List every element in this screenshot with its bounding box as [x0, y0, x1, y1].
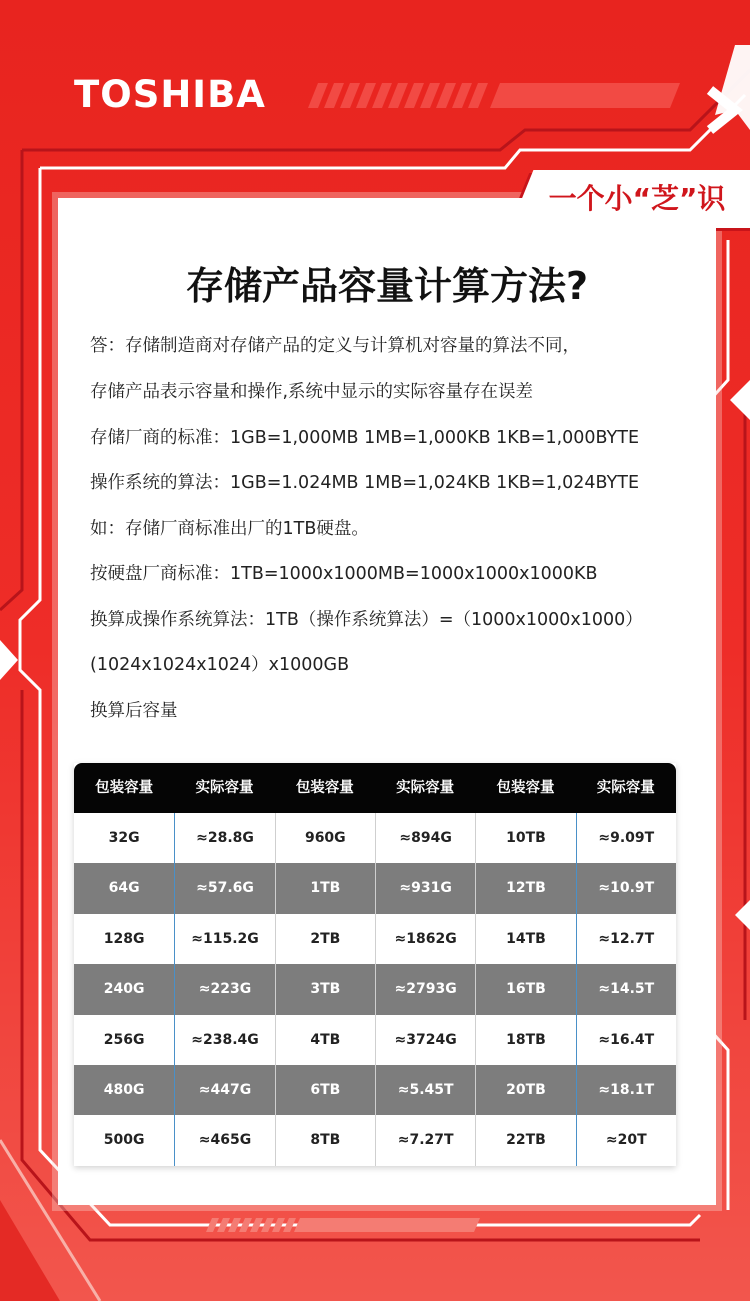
header-cell: 实际容量 [195, 780, 254, 796]
answer-line-1: 答：存储制造商对存储产品的定义与计算机对容量的算法不同， [90, 336, 580, 356]
table-header-row [74, 763, 676, 813]
table-row [74, 863, 676, 913]
capacity-table [74, 763, 676, 1166]
actual-capacity-cell: ≈238.4G [174, 1015, 274, 1065]
package-capacity-cell: 240G [103, 981, 145, 998]
package-capacity-cell: 6TB [275, 1065, 375, 1115]
package-capacity-cell: 960G [275, 813, 375, 863]
table-row [74, 1065, 676, 1115]
actual-capacity-cell: ≈10.9T [576, 863, 676, 913]
package-capacity-cell: 480G [103, 1081, 145, 1098]
package-capacity-cell: 8TB [275, 1115, 375, 1165]
header-cell: 包装容量 [496, 780, 555, 796]
package-capacity-cell: 3TB [275, 964, 375, 1014]
actual-capacity-cell: ≈14.5T [576, 964, 676, 1014]
vendor-standard-line: 存储厂商的标准：1GB=1,000MB 1MB=1,000KB 1KB=1,000BYTE [90, 428, 640, 448]
os-algorithm-line: 操作系统的算法：1GB=1.024MB 1MB=1,024KB 1KB=1,024BYTE [90, 473, 640, 493]
table-body [74, 813, 676, 1166]
actual-capacity-cell: ≈894G [375, 813, 475, 863]
package-capacity-cell: 12TB [475, 863, 575, 913]
vendor-calc-line: 按硬盘厂商标准：1TB=1000x1000MB=1000x1000x1000KB [90, 564, 598, 584]
actual-capacity-cell: ≈3724G [375, 1015, 475, 1065]
answer-line-2: 存储产品表示容量和操作,系统中显示的实际容量存在误差 [90, 382, 534, 402]
actual-capacity-cell: ≈16.4T [576, 1015, 676, 1065]
package-capacity-cell: 1TB [275, 863, 375, 913]
package-capacity-cell: 18TB [475, 1015, 575, 1065]
table-row [74, 1015, 676, 1065]
actual-capacity-cell: ≈18.1T [576, 1065, 676, 1115]
actual-capacity-cell: ≈1862G [375, 914, 475, 964]
package-capacity-cell: 20TB [475, 1065, 575, 1115]
actual-capacity-cell: ≈2793G [375, 964, 475, 1014]
converted-capacity-label: 换算后容量 [90, 701, 178, 721]
package-capacity-cell: 32G [108, 830, 140, 846]
table-row [74, 813, 676, 863]
toshiba-logo: TOSHIBA [74, 73, 266, 116]
package-capacity-cell: 22TB [475, 1115, 575, 1165]
os-calc-line: 换算成操作系统算法：1TB（操作系统算法）=（1000x1000x1000） [90, 610, 643, 630]
actual-capacity-cell: ≈9.09T [576, 813, 676, 863]
actual-capacity-cell: ≈931G [375, 863, 475, 913]
actual-capacity-cell: ≈12.7T [576, 914, 676, 964]
actual-capacity-cell: ≈465G [174, 1115, 274, 1165]
tag-label: 一个小“芝”识 [548, 182, 726, 215]
actual-capacity-cell: ≈115.2G [174, 914, 274, 964]
page-title: 存储产品容量计算方法? [185, 264, 589, 308]
actual-capacity-cell: ≈5.45T [375, 1065, 475, 1115]
actual-capacity-cell: ≈223G [174, 964, 274, 1014]
actual-capacity-cell: ≈57.6G [174, 863, 274, 913]
package-capacity-cell: 14TB [475, 914, 575, 964]
os-calc-line-2: (1024x1024x1024）x1000GB [90, 655, 350, 675]
package-capacity-cell: 4TB [275, 1015, 375, 1065]
table-row [74, 1115, 676, 1165]
package-capacity-cell: 10TB [475, 813, 575, 863]
package-capacity-cell: 256G [103, 1031, 145, 1048]
actual-capacity-cell: ≈28.8G [174, 813, 274, 863]
header-cell: 包装容量 [295, 780, 354, 796]
package-capacity-cell: 500G [103, 1132, 145, 1149]
table-row [74, 914, 676, 964]
actual-capacity-cell: ≈447G [174, 1065, 274, 1115]
header-cell: 包装容量 [95, 780, 154, 796]
example-line: 如：存储厂商标准出厂的1TB硬盘。 [90, 519, 369, 539]
actual-capacity-cell: ≈20T [576, 1115, 676, 1165]
header-cell: 实际容量 [596, 780, 655, 796]
header-cell: 实际容量 [396, 780, 455, 796]
package-capacity-cell: 16TB [475, 964, 575, 1014]
package-capacity-cell: 2TB [275, 914, 375, 964]
package-capacity-cell: 128G [103, 930, 145, 947]
table-row [74, 964, 676, 1014]
package-capacity-cell: 64G [108, 880, 140, 897]
actual-capacity-cell: ≈7.27T [375, 1115, 475, 1165]
